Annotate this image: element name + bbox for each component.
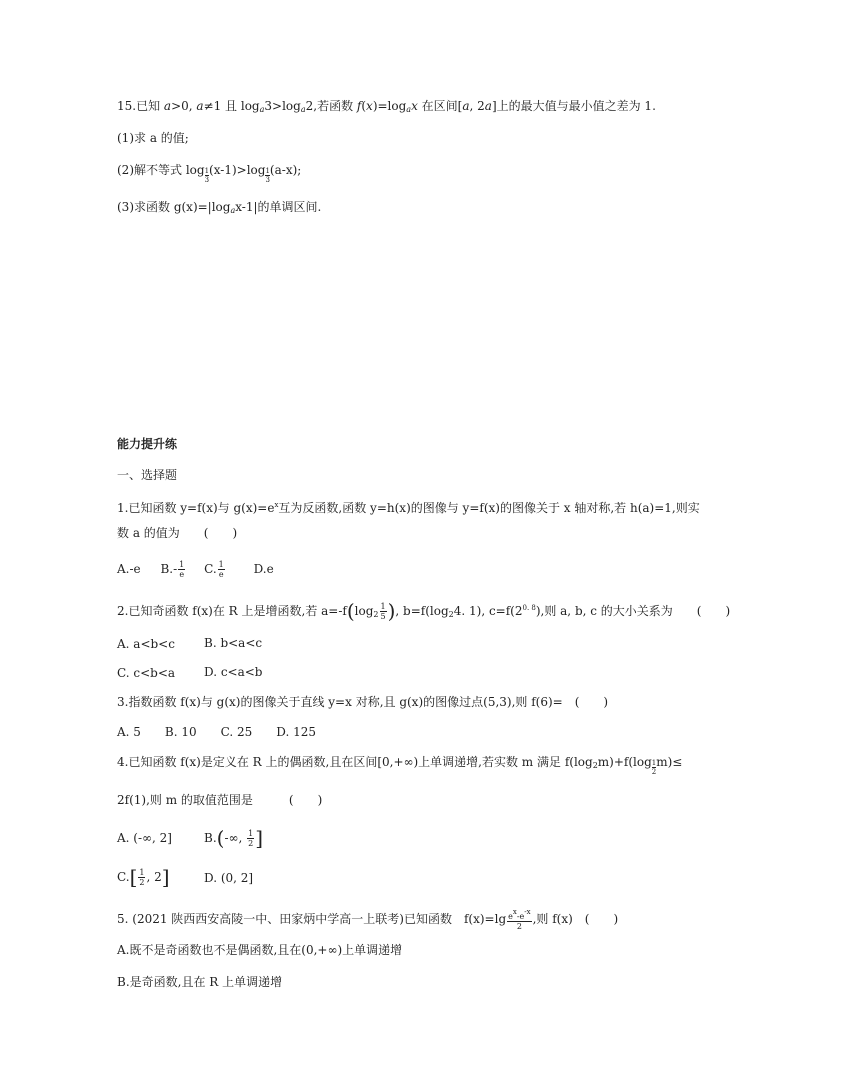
- q2-option-b: B. b<a<c: [204, 636, 263, 650]
- q1-line2: 数 a 的值为 ( ): [117, 526, 238, 540]
- q1-option-d: D.e: [253, 562, 274, 576]
- q1-line1: 1.已知函数 y=f(x)与 $g(x)=e^x$互为反函数,函数 y=h(x)的图像与 y=f(x)的图像关于 x 轴对称,若 h(a)=1,则实: [117, 501, 700, 515]
- q1-option-c: C. $\frac{1}{e}$: [204, 560, 224, 579]
- q5-option-b: B.是奇函数,且在 R 上单调递增: [117, 975, 283, 989]
- q4-line2: 2f(1),则 m 的取值范围是 ( ): [117, 793, 323, 807]
- q1-option-a: A.-e: [117, 562, 141, 576]
- q2-line: 2.已知奇函数 f(x)在 R 上是增函数,若 $a=-f(\log_2$ $\frac{1}{5}$ ), $b=f(\log_24$. 1), $c=f(2^{0. 8})$,则 a, b, c 的大小关系为 ( ): [117, 599, 731, 623]
- q2-option-d: D. c<a<b: [204, 665, 263, 679]
- q4-option-b: B.(-∞, $\frac{1}{2}$ ]: [204, 826, 264, 850]
- q15-part2: (2)解不等式 log $\frac{1}{3}$ (x-1)>log $\frac{1}{3}$ (a-x);: [117, 163, 302, 184]
- q4-line1: 4.已知函数 f(x)是定义在 R 上的偶函数,且在区间[0,+∞)上单调递增,若实数 m 满足 $f(\log_2m)+f(\log$ $\frac{1}{2}$ m)≤: [117, 755, 683, 776]
- q3-options: A. 5 B. 10 C. 25 D. 125: [117, 725, 317, 739]
- q15-stem: 15.已知 a>0, a≠1 且 $\log_a3>\log_a2$,若函数 $f(x)=\log_ax$ 在区间[a, 2a]上的最大值与最小值之差为 1.: [117, 99, 656, 114]
- q4-option-c: C.[ $\frac{1}{2}$ , 2]: [117, 865, 170, 889]
- q15-part1: (1)求 a 的值;: [117, 131, 189, 145]
- q5-option-a: A.既不是奇函数也不是偶函数,且在(0,+∞)上单调递增: [117, 943, 403, 957]
- q5-line: 5. (2021 陕西西安高陵一中、田家炳中学高一上联考)已知函数 f(x)=lg $\frac{ex-e-x}{2}$ ,则 f(x) ( ): [117, 908, 619, 931]
- section-title: 能力提升练: [117, 437, 178, 451]
- q3-line: 3.指数函数 f(x)与 g(x)的图像关于直线 y=x 对称,且 g(x)的图像过点(5,3),则 f(6)= ( ): [117, 695, 609, 709]
- q2-option-c: C. c<b<a: [117, 666, 176, 680]
- section-subtitle: 一、选择题: [117, 468, 178, 482]
- q15-part3: (3)求函数 $g(x)=|\log_ax-1|$的单调区间.: [117, 200, 322, 215]
- q1-options: [117, 560, 274, 579]
- q2-option-a: A. a<b<c: [117, 637, 175, 651]
- q1-option-b: B.- $\frac{1}{e}$: [160, 560, 185, 579]
- q4-option-a: A. (-∞, 2]: [117, 831, 172, 845]
- q4-option-d: D. (0, 2]: [204, 871, 254, 885]
